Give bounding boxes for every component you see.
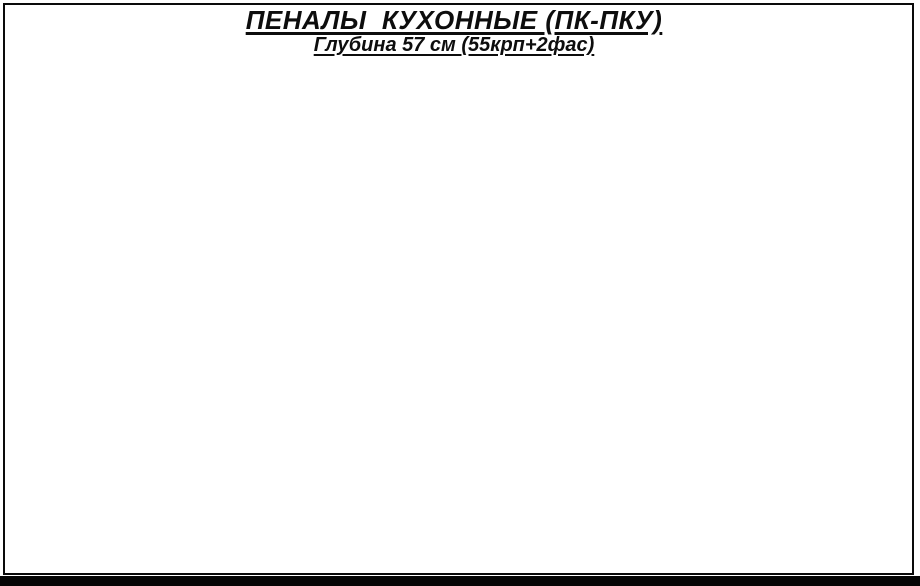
- page-title: ПЕНАЛЫ КУХОННЫЕ (ПК-ПКУ): [245, 5, 663, 35]
- bottom-bar: [0, 576, 920, 586]
- page-border: [3, 3, 914, 575]
- page-subtitle: Глубина 57 см (55крп+2фас): [313, 34, 595, 56]
